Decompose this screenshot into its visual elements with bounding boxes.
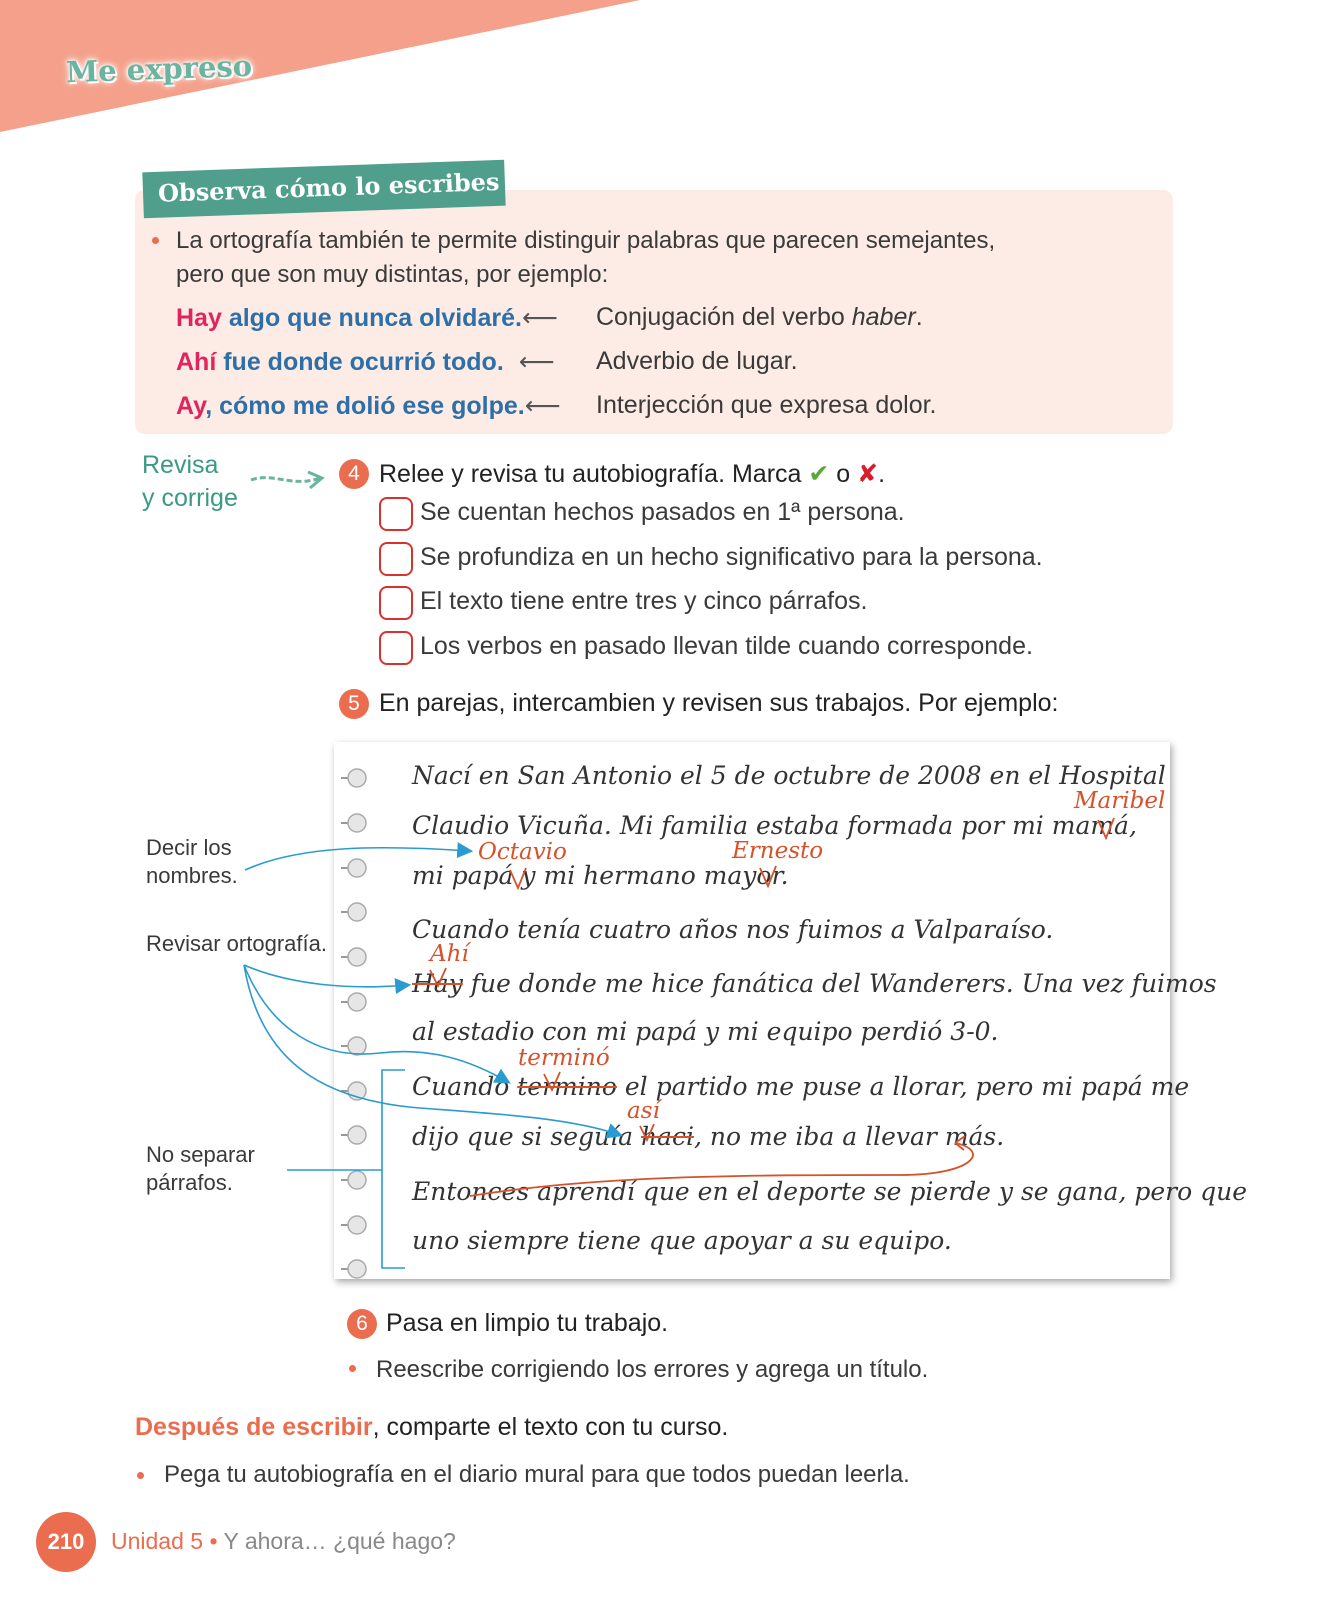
spiral-ring-icon [339, 1168, 369, 1192]
handwritten-line-7: Cuando termino el partido me puse a llorar, pero mi papá me [412, 1072, 1190, 1101]
handwritten-line-5: Hay fue donde me hice fanática del Wanderers. Una vez fuimos [412, 969, 1217, 998]
spiral-ring-icon [339, 1123, 369, 1147]
spiral-ring-icon [339, 811, 369, 835]
checkmark-icon: ✔ [808, 460, 830, 488]
revisa-label-line2: y corrige [142, 484, 238, 512]
bullet-icon [349, 1365, 356, 1372]
example-ahi: Ahí fue donde ocurrió todo. ⟵ [176, 348, 555, 376]
handwritten-line-6: al estadio con mi papá y mi equipo perdió 3-0. [412, 1017, 999, 1046]
left-arrow-icon: ⟵ [524, 392, 561, 420]
curved-arrow-icon [248, 466, 328, 496]
example-keyword: Hay [176, 304, 222, 332]
example-sentence: algo que nunca olvidaré [221, 304, 515, 332]
question-6-instruction: Reescribe corrigiendo los errores y agrega un título. [376, 1356, 929, 1383]
question-6-text: Pasa en limpio tu trabajo. [386, 1309, 669, 1337]
annotation-names: Decir los nombres. [146, 835, 238, 888]
question-4-text: Relee y revisa tu autobiografía. Marca ✔ o ✘. [379, 460, 886, 488]
annotation-paragraphs: No separar párrafos. [146, 1142, 255, 1195]
bullet-icon [137, 1472, 144, 1479]
spiral-ring-icon [339, 945, 369, 969]
example-sentence: , cómo me dolió ese golpe [205, 392, 518, 420]
spiral-ring-icon [339, 1257, 369, 1281]
definition-ay: Interjección que expresa dolor. [596, 391, 937, 419]
crossed-word: Hay [412, 969, 463, 998]
bullet-icon [152, 237, 159, 244]
correction-ahi: Ahí [430, 941, 469, 967]
correction-asi: así [627, 1098, 660, 1124]
page-number: 210 [36, 1512, 96, 1572]
question-5-number: 5 [339, 689, 369, 719]
correction-termino: terminó [518, 1045, 610, 1071]
left-arrow-icon: ⟵ [518, 348, 555, 376]
observa-intro-line2: pero que son muy distintas, por ejemplo: [176, 261, 609, 288]
example-sentence: fue donde ocurrió todo [216, 348, 497, 376]
spiral-ring-icon [339, 1079, 369, 1103]
footer-unit-title: Unidad 5 • Y ahora… ¿qué hago? [111, 1528, 456, 1554]
spiral-ring-icon [339, 990, 369, 1014]
annotation-spelling: Revisar ortografía. [146, 931, 327, 956]
crossed-word: termino [517, 1072, 617, 1101]
checklist-item-1: Se cuentan hechos pasados en 1ª persona. [420, 498, 905, 526]
checklist-item-3: El texto tiene entre tres y cinco párrafos. [420, 587, 868, 615]
question-4-number: 4 [339, 459, 369, 489]
despues-heading: Después de escribir, comparte el texto con tu curso. [135, 1413, 729, 1441]
spiral-ring-icon [339, 1213, 369, 1237]
handwritten-line-10: uno siempre tiene que apoyar a su equipo. [412, 1226, 952, 1255]
example-ay: Ay, cómo me dolió ese golpe.⟵ [176, 392, 561, 420]
spiral-ring-icon [339, 766, 369, 790]
checklist-item-4: Los verbos en pasado llevan tilde cuando corresponde. [420, 632, 1033, 660]
checkbox-item-2[interactable] [379, 542, 413, 576]
section-label: Me expreso [65, 48, 253, 90]
correction-maribel: Maribel [1074, 788, 1166, 814]
example-keyword: Ahí [176, 348, 217, 376]
spiral-ring-icon [339, 856, 369, 880]
observa-intro-line1: La ortografía también te permite distinguir palabras que parecen semejantes, [176, 227, 996, 254]
observa-title: Observa cómo lo escribes [142, 160, 505, 219]
question-6-number: 6 [347, 1309, 377, 1339]
handwritten-line-1: Nací en San Antonio el 5 de octubre de 2008 en el Hospital [412, 761, 1166, 790]
handwritten-line-9: Entonces aprendí que en el deporte se pierde y se gana, pero que [412, 1177, 1247, 1206]
checkbox-item-3[interactable] [379, 586, 413, 620]
checkbox-item-4[interactable] [379, 631, 413, 665]
handwritten-line-8: dijo que si seguía haci, no me iba a llevar más. [412, 1122, 1005, 1151]
cross-icon: ✘ [857, 460, 879, 488]
example-keyword: Ay [176, 392, 206, 420]
spiral-ring-icon [339, 1034, 369, 1058]
handwritten-line-4: Cuando tenía cuatro años nos fuimos a Valparaíso. [412, 915, 1054, 944]
crossed-word: haci [640, 1122, 694, 1151]
correction-ernesto: Ernesto [732, 838, 824, 864]
correction-octavio: Octavio [478, 839, 567, 865]
spiral-ring-icon [339, 900, 369, 924]
left-arrow-icon: ⟵ [521, 304, 558, 332]
despues-instruction: Pega tu autobiografía en el diario mural para que todos puedan leerla. [164, 1461, 910, 1488]
question-5-text: En parejas, intercambien y revisen sus trabajos. Por ejemplo: [379, 689, 1059, 717]
definition-hay: Conjugación del verbo haber. [596, 303, 923, 331]
revisa-label-line1: Revisa [142, 451, 219, 479]
handwritten-line-3: mi papá y mi hermano mayor. [412, 861, 789, 890]
definition-ahi: Adverbio de lugar. [596, 347, 798, 375]
handwritten-line-2: Claudio Vicuña. Mi familia estaba formada por mi mamá, [412, 811, 1137, 840]
checkbox-item-1[interactable] [379, 497, 413, 531]
checklist-item-2: Se profundiza en un hecho significativo para la persona. [420, 543, 1043, 571]
example-hay: Hay algo que nunca olvidaré.⟵ [176, 304, 558, 332]
